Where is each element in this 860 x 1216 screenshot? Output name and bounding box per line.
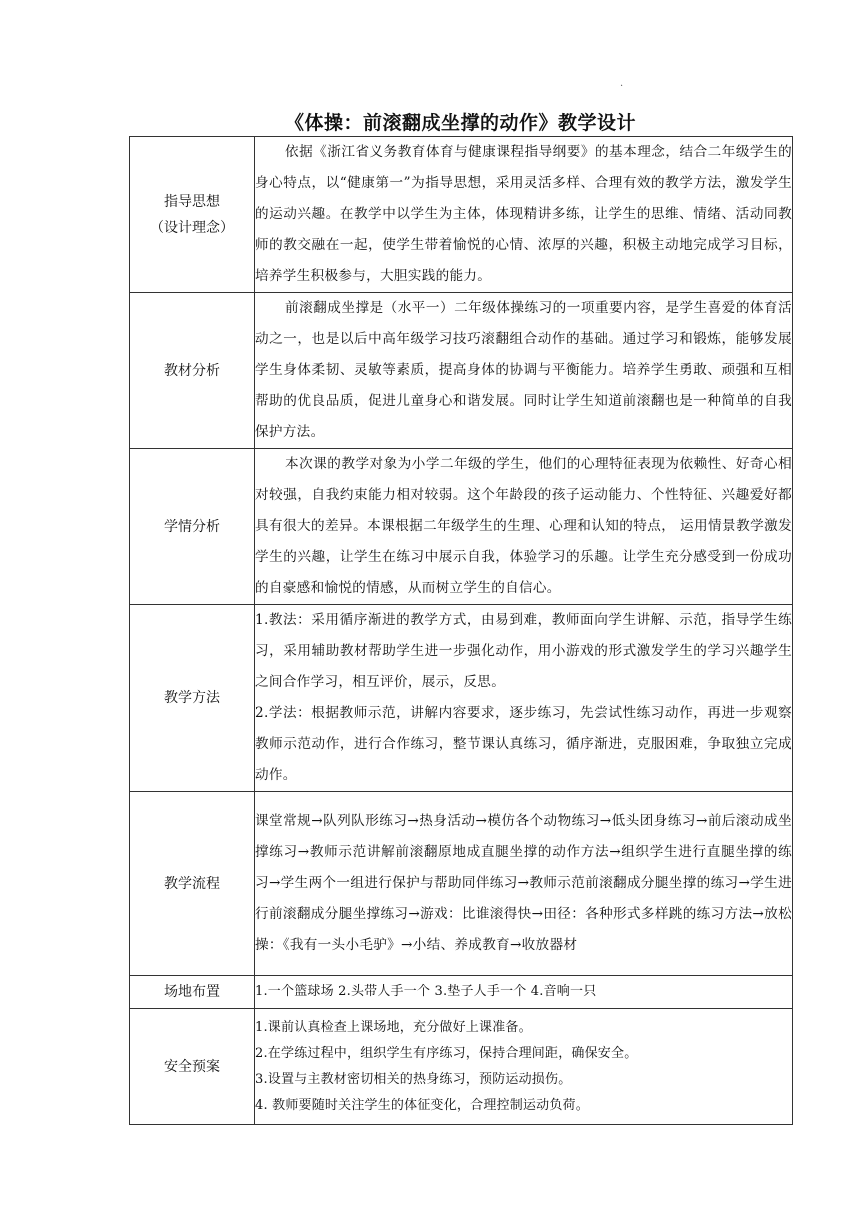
- page-mark: ·: [620, 81, 624, 92]
- content-teaching-flow: [255, 792, 793, 976]
- label-student-analysis: 学情分析: [130, 449, 255, 605]
- teaching-method-item-1: 1.教法：采用循序渐进的教学方式，由易到难，教师面向学生讲解、示范，指导学生练习，采用辅助教材帮助学生进一步强化动作，用小游戏的形式激发学生的学习兴趣学生之间合作学习，相互评价，展示，反思。: [255, 612, 792, 690]
- label-material-analysis: 教材分析: [130, 293, 255, 449]
- venue-layout-text: 1.一个篮球场 2.头带人手一个 3.垫子人手一个 4.音响一只: [255, 984, 597, 999]
- document-title: 《体操：前滚翻成坐撑的动作》教学设计: [284, 112, 636, 134]
- row-material-analysis: [130, 293, 793, 449]
- row-venue-layout: [130, 976, 793, 1009]
- row-teaching-flow: [130, 792, 793, 976]
- label-teaching-flow: 教学流程: [130, 792, 255, 976]
- label-venue-layout: 场地布置: [130, 976, 255, 1009]
- label-safety-plan: 安全预案: [130, 1009, 255, 1125]
- content-material-analysis: [255, 293, 793, 449]
- safety-item-4: 4. 教师要随时关注学生的体征变化，合理控制运动负荷。: [255, 1097, 589, 1113]
- content-student-analysis: [255, 449, 793, 605]
- row-student-analysis: [130, 449, 793, 605]
- label-guiding-ideology: [130, 137, 255, 293]
- content-guiding-ideology: [255, 137, 793, 293]
- guiding-ideology-text: 依据《浙江省义务教育体育与健康课程指导纲要》的基本理念，结合二年级学生的身心特点，以“健康第一”为指导思想，采用灵活多样、合理有效的教学方法，激发学生的运动兴趣。在教学中以学生为主体，体现精讲多练，让学生的思维、情绪、活动同教师的教交融在一起，使学生带着愉悦的心情、浓厚的兴趣，积极主动地完成学习目标，培养学生积极参与，大胆实践的能力。: [255, 144, 792, 284]
- material-analysis-text: 前滚翻成坐撑是（水平一）二年级体操练习的一项重要内容，是学生喜爱的体育活动之一，也是以后中高年级学习技巧滚翻组合动作的基础。通过学习和锻炼，能够发展学生身体柔韧、灵敏等素质，提高身体的协调与平衡能力。培养学生勇敢、顽强和互相帮助的优良品质，促进儿童身心和谐发展。同时让学生知道前滚翻也是一种简单的自我保护方法。: [255, 300, 792, 440]
- row-guiding-ideology: [130, 137, 793, 293]
- teaching-flow-text: 课堂常规→队列队形练习→热身活动→模仿各个动物练习→低头团身练习→前后滚动成坐撑练习→教师示范讲解前滚翻原地成直腿坐撑的动作方法→组织学生进行直腿坐撑的练习→学生两个一组进行保护与帮助同伴练习→教师示范前滚翻成分腿坐撑的练习→学生进行前滚翻成分腿坐撑练习→游戏：比谁滚得快→田径：各种形式多样跳的练习方法→放松操：《我有一头小毛驴》→小结、养成教育→收放器材: [255, 813, 792, 953]
- student-analysis-text: 本次课的教学对象为小学二年级的学生，他们的心理特征表现为依赖性、好奇心相对较强，自我约束能力相对较弱。这个年龄段的孩子运动能力、个性特征、兴趣爱好都具有很大的差异。本课根据二年级学生的生理、心理和认知的特点， 运用情景教学激发学生的兴趣，让学生在练习中展示自我，体验学习的乐趣。让学生充分感受到一份成功的自豪感和愉悦的情感，从而树立学生的自信心。: [255, 456, 792, 596]
- content-teaching-method: [255, 605, 793, 792]
- row-safety-plan: [130, 1009, 793, 1125]
- content-safety-plan: [255, 1009, 793, 1125]
- lesson-plan-table: [129, 136, 793, 1125]
- label-line-2: （设计理念）: [150, 219, 234, 236]
- label-line-1: 指导思想: [164, 193, 220, 210]
- safety-item-3: 3.设置与主教材密切相关的热身练习，预防运动损伤。: [255, 1071, 572, 1087]
- label-teaching-method: 教学方法: [130, 605, 255, 792]
- safety-item-2: 2.在学练过程中，组织学生有序练习，保持合理间距，确保安全。: [255, 1045, 638, 1061]
- content-venue-layout: [255, 976, 793, 1009]
- teaching-method-item-2: 2.学法：根据教师示范，讲解内容要求，逐步练习，先尝试性练习动作，再进一步观察教师示范动作，进行合作练习，整节课认真练习，循序渐进，克服困难，争取独立完成动作。: [255, 705, 792, 783]
- safety-item-1: 1.课前认真检查上课场地，充分做好上课准备。: [255, 1019, 532, 1035]
- row-teaching-method: [130, 605, 793, 792]
